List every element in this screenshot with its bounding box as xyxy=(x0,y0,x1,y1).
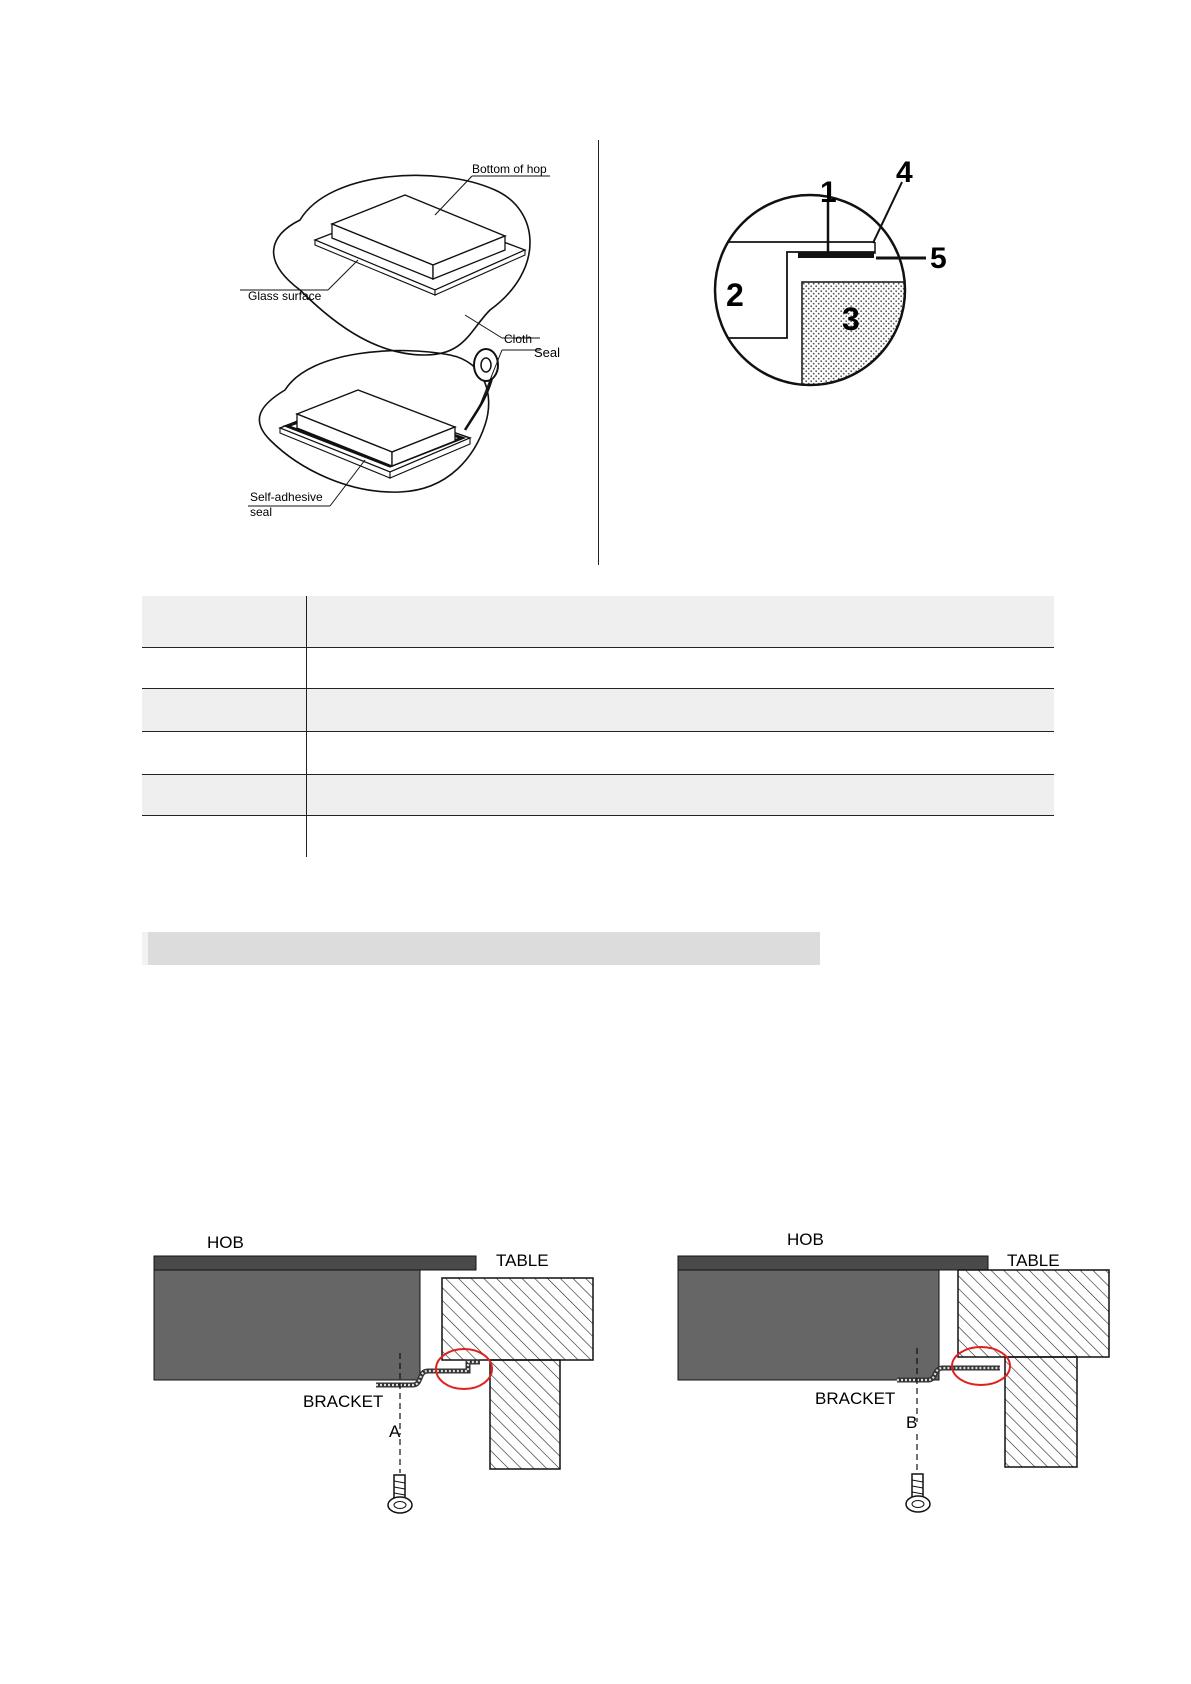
label-hob: HOB xyxy=(787,1230,824,1249)
table-cell-value xyxy=(307,731,1055,774)
table-cell-value xyxy=(307,647,1055,688)
screw-icon xyxy=(906,1474,930,1512)
hob-body xyxy=(678,1270,939,1380)
hob-top-plate xyxy=(154,1256,476,1270)
table-cell-label xyxy=(142,731,307,774)
bracket-figure-a xyxy=(150,1225,610,1525)
table-cell-value xyxy=(307,815,1055,857)
table-cell-label xyxy=(142,774,307,815)
label-table: TABLE xyxy=(1007,1251,1060,1270)
seal-strip xyxy=(798,252,874,258)
callout-3: 3 xyxy=(842,301,860,337)
table-row xyxy=(142,774,1054,815)
specs-table xyxy=(142,596,1054,857)
label-glass-surface: Glass surface xyxy=(248,289,322,303)
table-cell-value xyxy=(307,688,1055,731)
table-row xyxy=(142,731,1054,774)
hob-top-plate xyxy=(678,1256,988,1270)
label-seal-2: seal xyxy=(250,505,273,519)
cabinet-side xyxy=(1005,1357,1077,1467)
table-cell-label xyxy=(142,688,307,731)
table-cell-value xyxy=(307,774,1055,815)
section-heading-notch xyxy=(142,932,148,965)
table-row xyxy=(142,815,1054,857)
table-cell-label xyxy=(142,596,307,647)
screw-icon xyxy=(388,1475,412,1513)
seal-application-figure xyxy=(240,150,570,530)
hob-body xyxy=(154,1270,420,1380)
label-seal: Seal xyxy=(534,345,561,360)
bracket-figure-b xyxy=(675,1222,1125,1522)
label-bracket: BRACKET xyxy=(303,1392,384,1411)
callout-5: 5 xyxy=(930,242,947,275)
worktop xyxy=(958,1270,1109,1357)
label-bracket: BRACKET xyxy=(815,1389,896,1408)
cabinet-side xyxy=(490,1360,560,1469)
seal-detail-figure xyxy=(690,150,980,400)
table-cell-label xyxy=(142,815,307,857)
label-table: TABLE xyxy=(496,1251,549,1270)
table-cell-value xyxy=(307,596,1055,647)
table-cell-label xyxy=(142,647,307,688)
label-axis-b: B xyxy=(906,1413,918,1432)
callout-4: 4 xyxy=(896,156,913,189)
table-row xyxy=(142,647,1054,688)
label-cloth: Cloth xyxy=(504,332,533,346)
worktop xyxy=(442,1278,593,1360)
label-hob: HOB xyxy=(207,1233,244,1252)
callout-2: 2 xyxy=(726,277,744,313)
table-row xyxy=(142,688,1054,731)
section-heading-bar xyxy=(142,932,820,965)
label-bottom-of-hob: Bottom of hop xyxy=(472,162,547,176)
label-axis-a: A xyxy=(389,1422,401,1441)
table-row xyxy=(142,596,1054,647)
callout-1: 1 xyxy=(820,176,837,209)
figure-divider xyxy=(598,140,599,565)
label-self-adhesive: Self-adhesive xyxy=(250,490,323,504)
